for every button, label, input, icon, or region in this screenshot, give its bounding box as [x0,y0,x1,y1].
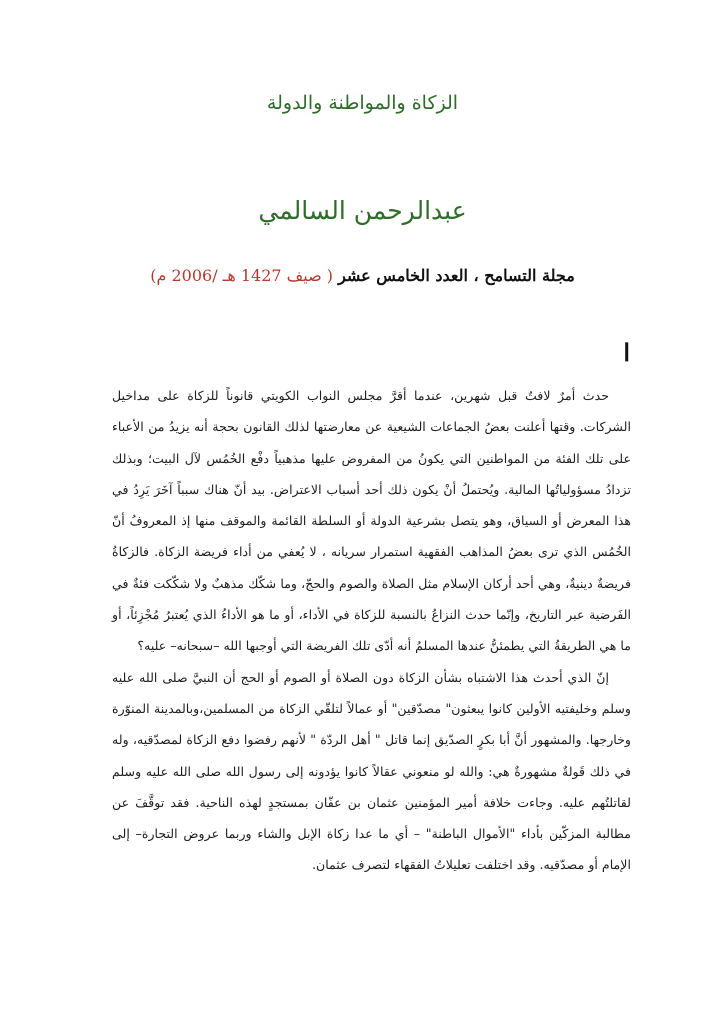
source-line [130,266,595,285]
paragraph: حدث أمرٌ لافتٌ قبل شهرين، عندما أقرَّ مجلس النواب الكويتي قانوناً للزكاة على مداخيل الشركات. وقتها أعلنت بعضُ الجماعات الشيعية عن معارضتها لذلك القانون بحجة أنه يزيدُ من الأعباء على تلك الفئة من المواطنين التي يكونُ من المفروض عليها مذهبياً دفْع الخُمُس لآل البيت؛ وبذلك تزدادُ مسؤولياتُها المالية. ويُحتملُ أنْ يكون ذلك أحد أسباب الاعتراض. بيد أنّ هناك سبباً آخَرَ يَرِدُ في هذا المعرض أو السياق، وهو يتصل بشرعية الدولة أو السلطة القائمة والموقف منها إذ المعروفُ أنّ الخُمُس الذي ترى بعضُ المذاهب الفقهية استمرار سريانه ، لا يُعفي من أداء فريضة الزكاة. فالزكاةُ فريضةٌ دينيةٌ، وهي أحد أركان الإسلام مثل الصلاة والصوم والحجّ، وما شكّك مذهبٌ ولا شكّكت فئةٌ في الفَرضية عبر التاريخ، وإنّما حدث النزاعُ بالنسبة للزكاة في الأداء، أو ما هو الأداءُ الذي يُعتبرُ مُجْزِئاً، أو ما هي الطريقةُ التي يطمئنُّ عندها المسلمُ أنه أدّى تلك الفريضة التي أوجبها الله –سبحانه– عليه؟ [112,388,631,654]
paragraph: إنّ الذي أحدث هذا الاشتباه بشأن الزكاة دون الصلاة أو الصوم أو الحج أن النبيَّ صلى الله عليه وسلم وخليفتيه الأولين كانوا يبعثون" مصدّقين" أو عمالاً لتلقّي الزكاة من المسلمين،وبالمدينة المنوّرة وخارجها. والمشهور أنَّ أبا بكرٍ الصدّيق إنما قاتل " أهل الردّة " لأنهم رفضوا دفع الزكاة لمصدّقيه، وله في ذلك قَولةٌ مشهورةٌ هي: والله لو منعوني عقالاً كانوا يؤدونه إلى رسول الله صلى الله عليه وسلم لقاتلتُهم عليه. وجاءت خلافة أمير المؤمنين عثمان بن عفّان بمستجدٍ لهذه الناحية. فقد توقَّفَ عن مطالبة المزكّين بأداء "الأموال الباطنة" – أي ما عدا زكاة الإبل والشاء وربما عروض التجارة– إلى الإمام أو مصدّقيه. وقد اختلفت تعليلاتُ الفقهاء لتصرف عثمان. [112,669,631,873]
journal-name: مجلة التسامح ، العدد الخامس عشر [338,266,575,285]
author-name: عبدالرحمن السالمي [258,196,467,225]
section-number: ا [623,338,630,367]
publication-date: ( صيف 1427 هـ /2006 م) [150,266,333,285]
article-title: الزكاة والمواطنة والدولة [266,92,459,114]
article-body [112,380,631,881]
